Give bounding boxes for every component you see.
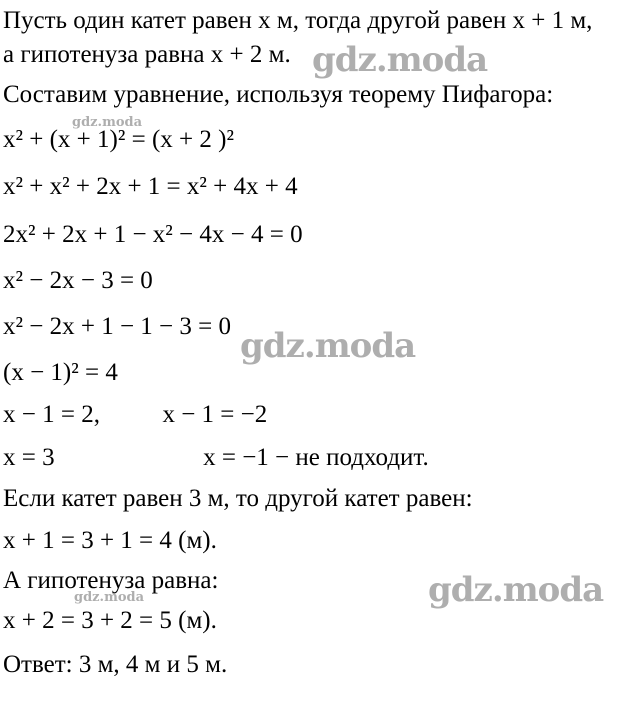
statement-leg: Пусть один катет равен x м, тогда другой равен x + 1 м, <box>3 7 593 34</box>
watermark-logo: gdz.moda <box>312 40 488 80</box>
answer-line: Ответ: 3 м, 4 м и 5 м. <box>3 651 228 678</box>
text-line-2 <box>3 40 291 70</box>
equation-3: 2x² + 2x + 1 − x² − 4x − 4 = 0 <box>3 221 303 248</box>
watermark-small: gdz.moda <box>74 590 145 605</box>
statement-hypotenuse: а гипотенуза равна x + 2 м. <box>3 41 291 68</box>
watermark-small: gdz.moda <box>72 115 143 130</box>
equation-7-right: x − 1 = −2 <box>162 401 268 428</box>
equation-2: x² + x² + 2x + 1 = x² + 4x + 4 <box>3 173 298 200</box>
equation-8-left: x = 3 <box>3 444 55 471</box>
watermark-logo: gdz.moda <box>240 326 416 366</box>
equation-10: x + 2 = 3 + 2 = 5 (м). <box>3 607 217 634</box>
watermark-logo: gdz.moda <box>428 570 604 610</box>
equation-7-left: x − 1 = 2, <box>3 401 100 428</box>
equation-8 <box>3 443 429 473</box>
equation-4: x² − 2x − 3 = 0 <box>3 267 153 294</box>
equation-6: (x − 1)² = 4 <box>3 359 118 386</box>
text-line-1 <box>3 6 592 36</box>
text-line-leg: Если катет равен 3 м, то другой катет равен: <box>3 485 473 512</box>
equation-5: x² − 2x + 1 − 1 − 3 = 0 <box>3 313 231 340</box>
equation-7 <box>3 400 267 430</box>
text-line-3 <box>3 80 553 110</box>
statement-pythagoras: Составим уравнение, используя теорему Пифагора: <box>3 81 554 108</box>
equation-9: x + 1 = 3 + 1 = 4 (м). <box>3 527 217 554</box>
equation-8-right: x = −1 − не подходит. <box>203 444 429 471</box>
text-line-hyp: А гипотенуза равна: <box>3 567 219 594</box>
equation-1: x² + (x + 1)² = (x + 2 )² <box>3 126 234 153</box>
